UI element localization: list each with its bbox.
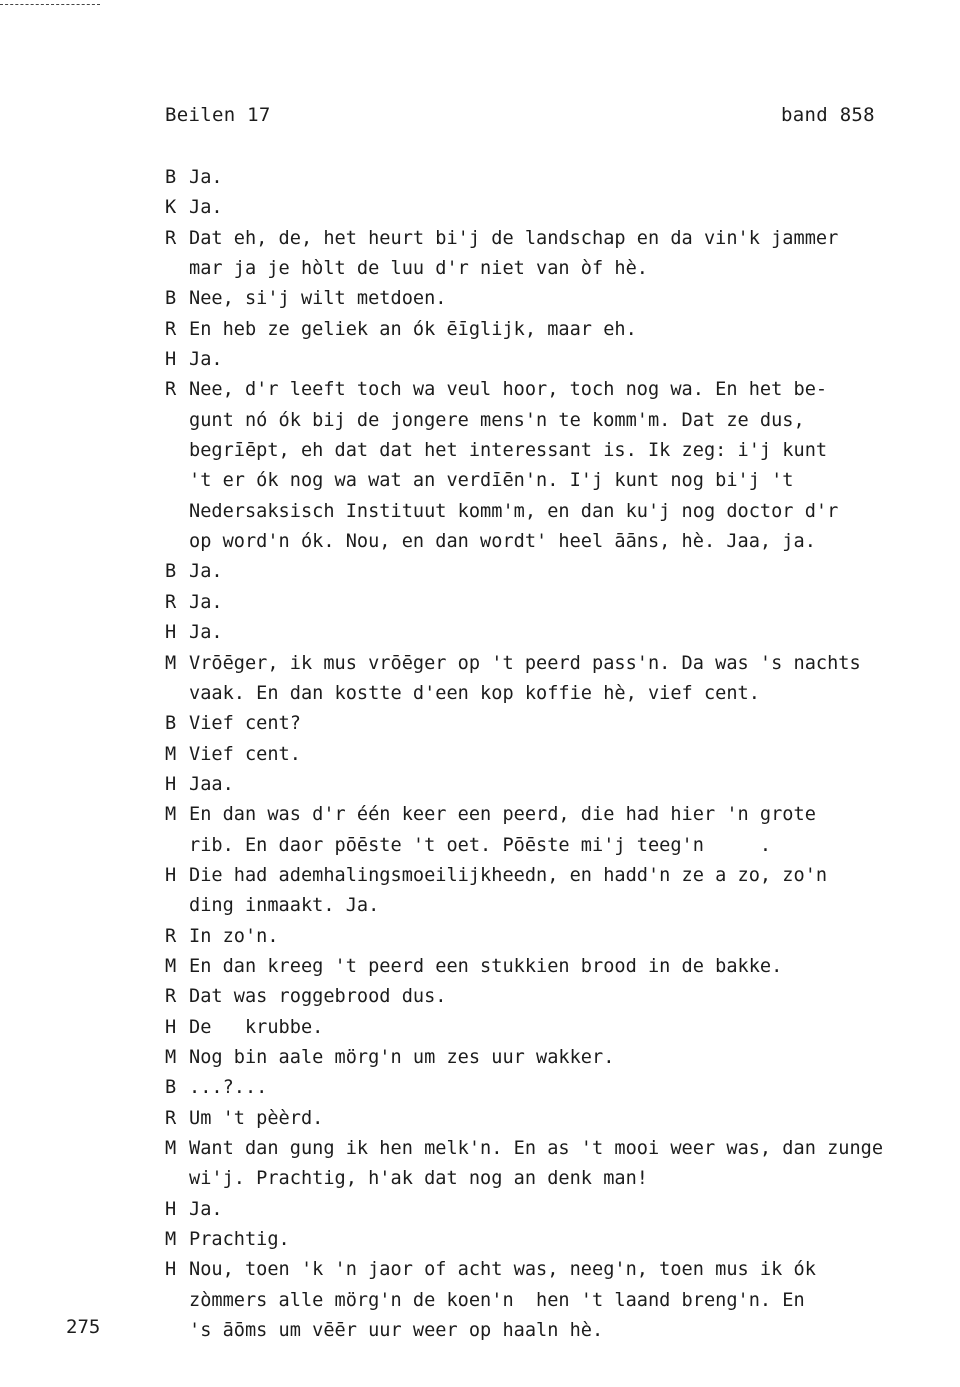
utterance-line: ding inmaakt. Ja.	[189, 895, 380, 917]
utterance	[189, 618, 223, 648]
utterance	[189, 315, 637, 345]
utterance	[189, 1043, 614, 1073]
speaker-label: B	[165, 167, 177, 188]
speaker-label: H	[165, 773, 177, 795]
top-dashed-rule	[0, 4, 100, 5]
transcript-turn	[165, 284, 955, 314]
utterance-line: begrīēpt, eh dat dat het interessant is. Ik zeg: i'j kunt	[189, 440, 828, 462]
speaker-label: M	[165, 1229, 177, 1251]
utterance-line: gunt nó ók bij de jongere mens'n te komm'm. Dat ze dus,	[189, 409, 805, 431]
utterance-line: Nee, si'j wilt metdoen.	[189, 288, 447, 310]
speaker-label: B	[165, 561, 177, 583]
transcript-turn	[165, 952, 955, 982]
transcript-turn	[165, 1255, 955, 1346]
speaker-label: B	[165, 713, 177, 735]
speaker-label: M	[165, 955, 177, 977]
utterance-line: Ja.	[189, 197, 223, 219]
utterance	[189, 922, 279, 952]
utterance-line: En dan was d'r één keer een peerd, die had hier 'n grote	[189, 804, 816, 826]
utterance	[189, 1013, 323, 1043]
transcript-turn	[165, 1195, 955, 1225]
transcript-turn	[165, 770, 955, 800]
utterance-line: Nedersaksisch Instituut komm'm, en dan ku'j nog doctor d'r	[189, 500, 839, 522]
utterance-line: rib. En daor pōēste 't oet. Pōēste mi'j teeg'n .	[189, 834, 772, 856]
speaker-label: M	[165, 1138, 177, 1159]
utterance-line: Vief cent.	[189, 743, 301, 765]
utterance	[189, 709, 301, 739]
speaker-label: R	[165, 318, 177, 340]
utterance-line: 't er ók nog wa wat an verdīēn'n. I'j kunt nog bi'j 't	[189, 470, 794, 492]
speaker-label: R	[165, 591, 177, 613]
utterance-line: Ja.	[189, 1198, 223, 1220]
transcript-turn	[165, 982, 955, 1012]
utterance-line: In zo'n.	[189, 925, 279, 947]
speaker-label: K	[165, 197, 177, 219]
utterance	[189, 193, 223, 223]
utterance	[189, 1073, 267, 1103]
transcript-turn	[165, 740, 955, 770]
transcript-turn	[165, 922, 955, 952]
utterance	[189, 1195, 223, 1225]
transcript-turn	[165, 588, 955, 618]
utterance-line: 's āōms um vēēr uur weer op haaln hè.	[189, 1320, 604, 1342]
speaker-label: R	[165, 925, 177, 947]
transcript-turn	[165, 557, 955, 587]
speaker-label: B	[165, 1077, 177, 1099]
utterance-line: Ja.	[189, 622, 223, 644]
transcript-body	[165, 163, 955, 1346]
utterance	[189, 952, 782, 982]
utterance-line: Nee, d'r leeft toch wa veul hoor, toch nog wa. En het be-	[189, 379, 828, 401]
utterance-line: De krubbe.	[189, 1016, 324, 1038]
utterance-line: op word'n ók. Nou, en dan wordt' heel āāns, hè. Jaa, ja.	[189, 531, 816, 553]
utterance	[189, 770, 234, 800]
utterance-line: Jaa.	[189, 773, 234, 795]
transcript-turn	[165, 1043, 955, 1073]
utterance-line: Nou, toen 'k 'n jaor of acht was, neeg'n, toen mus ik ók	[189, 1259, 816, 1281]
utterance-line: Dat eh, de, het heurt bi'j de landschap en da vin'k jammer	[189, 227, 839, 249]
utterance	[189, 649, 861, 710]
utterance	[189, 557, 223, 587]
transcript-turn	[165, 1134, 955, 1195]
utterance	[189, 861, 827, 922]
utterance	[189, 588, 223, 618]
speaker-label: H	[165, 1016, 177, 1038]
utterance-line: En dan kreeg 't peerd een stukkien brood in de bakke.	[189, 955, 783, 977]
utterance	[189, 375, 838, 557]
utterance-line: Ja.	[189, 591, 223, 613]
transcript-turn	[165, 1104, 955, 1134]
speaker-label: M	[165, 652, 177, 674]
speaker-label: R	[165, 986, 177, 1008]
utterance-line: Nog bin aale mörg'n um zes uur wakker.	[189, 1046, 615, 1068]
page-number: 275	[66, 1316, 101, 1338]
tape-number: band 858	[781, 104, 875, 126]
utterance	[189, 163, 223, 193]
utterance	[189, 224, 838, 285]
speaker-label: H	[165, 622, 177, 644]
transcript-turn	[165, 1225, 955, 1255]
utterance-line: Vief cent?	[189, 713, 301, 735]
transcript-turn	[165, 315, 955, 345]
utterance-line: wi'j. Prachtig, h'ak dat nog an denk man!	[189, 1168, 648, 1190]
transcript-turn	[165, 618, 955, 648]
transcript-turn	[165, 861, 955, 922]
utterance-line: mar ja je hòlt de luu d'r niet van òf hè.	[189, 258, 648, 280]
transcript-turn	[165, 375, 955, 557]
transcript-turn	[165, 345, 955, 375]
utterance-line: zòmmers alle mörg'n de koen'n hen 't laand breng'n. En	[189, 1289, 805, 1311]
speaker-label: R	[165, 227, 177, 249]
utterance-line: Want dan gung ik hen melk'n. En as 't mooi weer was, dan zunge	[189, 1138, 884, 1159]
utterance-line: ...?...	[189, 1077, 268, 1099]
transcript-turn	[165, 649, 955, 710]
utterance-line: Prachtig.	[189, 1229, 290, 1251]
transcript-turn	[165, 193, 955, 223]
utterance-line: En heb ze geliek an ók ēīglijk, maar eh.	[189, 318, 637, 340]
speaker-label: H	[165, 1198, 177, 1220]
utterance	[189, 982, 446, 1012]
speaker-label: M	[165, 743, 177, 765]
utterance-line: Ja.	[189, 561, 223, 583]
speaker-label: B	[165, 288, 177, 310]
utterance-line: Ja.	[189, 167, 223, 188]
speaker-label: H	[165, 864, 177, 886]
utterance	[189, 1225, 290, 1255]
utterance-line: vaak. En dan kostte d'een kop koffie hè, vief cent.	[189, 682, 760, 704]
speaker-label: R	[165, 1107, 177, 1129]
utterance	[189, 1255, 816, 1346]
utterance-line: Vrōēger, ik mus vrōēger op 't peerd pass'n. Da was 's nachts	[189, 652, 861, 674]
document-location: Beilen 17	[165, 104, 271, 126]
utterance-line: Die had ademhalingsmoeilijkheedn, en hadd'n ze a zo, zo'n	[189, 864, 828, 886]
speaker-label: R	[165, 379, 177, 401]
transcript-turn	[165, 163, 955, 193]
utterance	[189, 284, 446, 314]
utterance	[189, 1104, 323, 1134]
utterance	[189, 740, 301, 770]
utterance-line: Um 't pèèrd.	[189, 1107, 324, 1129]
transcript-turn	[165, 800, 955, 861]
transcript-turn	[165, 709, 955, 739]
transcript-turn	[165, 224, 955, 285]
speaker-label: M	[165, 804, 177, 826]
utterance	[189, 1134, 883, 1195]
utterance-line: Ja.	[189, 349, 223, 371]
speaker-label: H	[165, 349, 177, 371]
utterance-line: Dat was roggebrood dus.	[189, 986, 447, 1008]
utterance	[189, 345, 223, 375]
speaker-label: M	[165, 1046, 177, 1068]
speaker-label: H	[165, 1259, 177, 1281]
transcript-turn	[165, 1013, 955, 1043]
transcript-turn	[165, 1073, 955, 1103]
utterance	[189, 800, 816, 861]
